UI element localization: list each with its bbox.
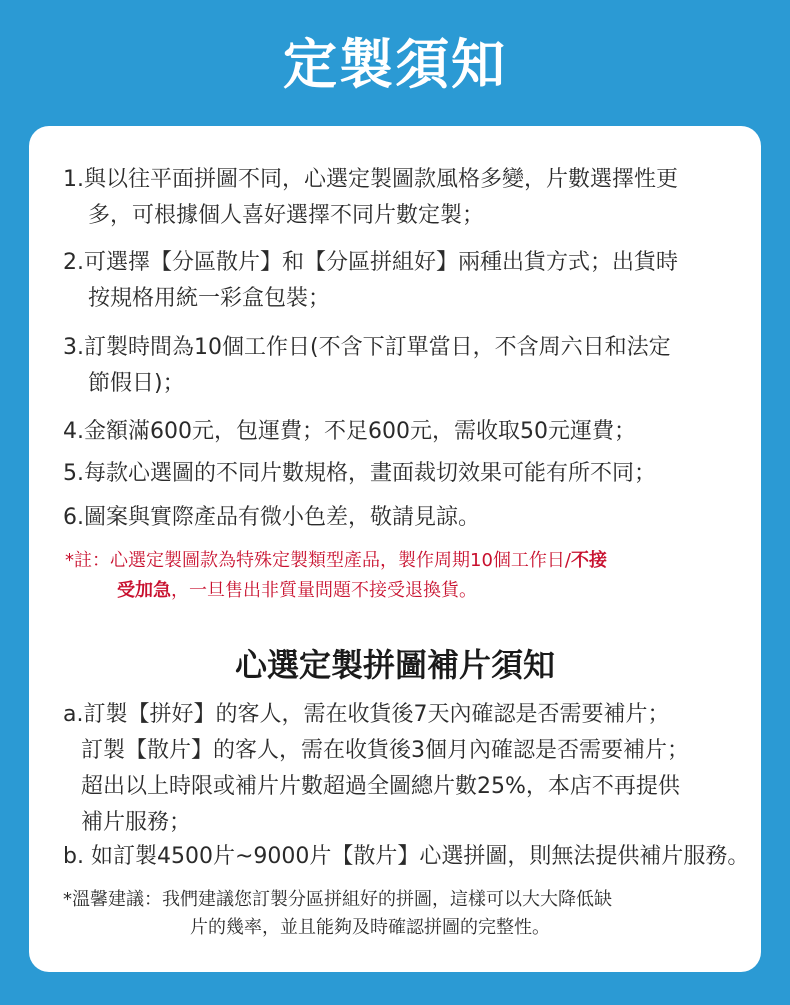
list-item-2 (63, 245, 753, 317)
list-item-text: 3.訂製時間為10個工作日(不含下訂單當日，不含周六日和法定 (63, 335, 671, 360)
section-title: 心選定製拼圖補片須知 (234, 646, 555, 684)
list-item-6 (63, 500, 753, 536)
refill-rule-a (63, 697, 753, 841)
list-item-text: 1.與以往平面拼圖不同，心選定製圖款風格多變，片數選擇性更 (63, 167, 678, 192)
refill-rule-b (63, 839, 753, 875)
list-item-text-cont: 多，可根據個人喜好選擇不同片數定製； (88, 203, 485, 228)
refill-text: 訂製【散片】的客人，需在收貨後3個月內確認是否需要補片； (81, 738, 689, 763)
list-item-text-cont: 節假日)； (88, 371, 185, 396)
list-item-4 (63, 414, 753, 450)
list-item-1 (63, 162, 753, 234)
list-item-text: 6.圖案與實際產品有微小色差，敬請見諒。 (63, 505, 480, 530)
list-item-3 (63, 330, 753, 402)
list-item-text: 5.每款心選圖的不同片數規格，畫面裁切效果可能有所不同； (63, 461, 656, 486)
list-item-text-cont: 按規格用統一彩盒包裝； (88, 286, 331, 311)
page-title: 定製須知 (283, 33, 507, 96)
note-bold-text: 不接 (570, 550, 607, 571)
note-text: ，一旦售出非質量問題不接受退換貨。 (171, 580, 477, 601)
special-note (65, 546, 745, 606)
refill-text: b. 如訂製4500片~9000片【散片】心選拼圖，則無法提供補片服務。 (63, 844, 750, 869)
refill-text: a.訂製【拼好】的客人，需在收貨後7天內確認是否需要補片； (63, 702, 670, 727)
refill-text: 超出以上時限或補片片數超過全圖總片數25%，本店不再提供 (81, 774, 680, 799)
tip-note (63, 886, 753, 942)
refill-text: 補片服務； (81, 810, 192, 835)
list-item-text: 4.金額滿600元，包運費；不足600元，需收取50元運費； (63, 419, 636, 444)
tip-text: *溫馨建議：我們建議您訂製分區拼組好的拼圖，這樣可以大大降低缺 (63, 889, 612, 910)
note-text: *註：心選定製圖款為特殊定製類型產品，製作周期10個工作日/ (65, 550, 571, 571)
list-item-text: 2.可選擇【分區散片】和【分區拼組好】兩種出貨方式；出貨時 (63, 250, 678, 275)
list-item-5 (63, 456, 753, 492)
note-bold-text: 受加急 (117, 580, 171, 601)
tip-text-cont: 片的幾率，並且能夠及時確認拼圖的完整性。 (190, 917, 550, 938)
